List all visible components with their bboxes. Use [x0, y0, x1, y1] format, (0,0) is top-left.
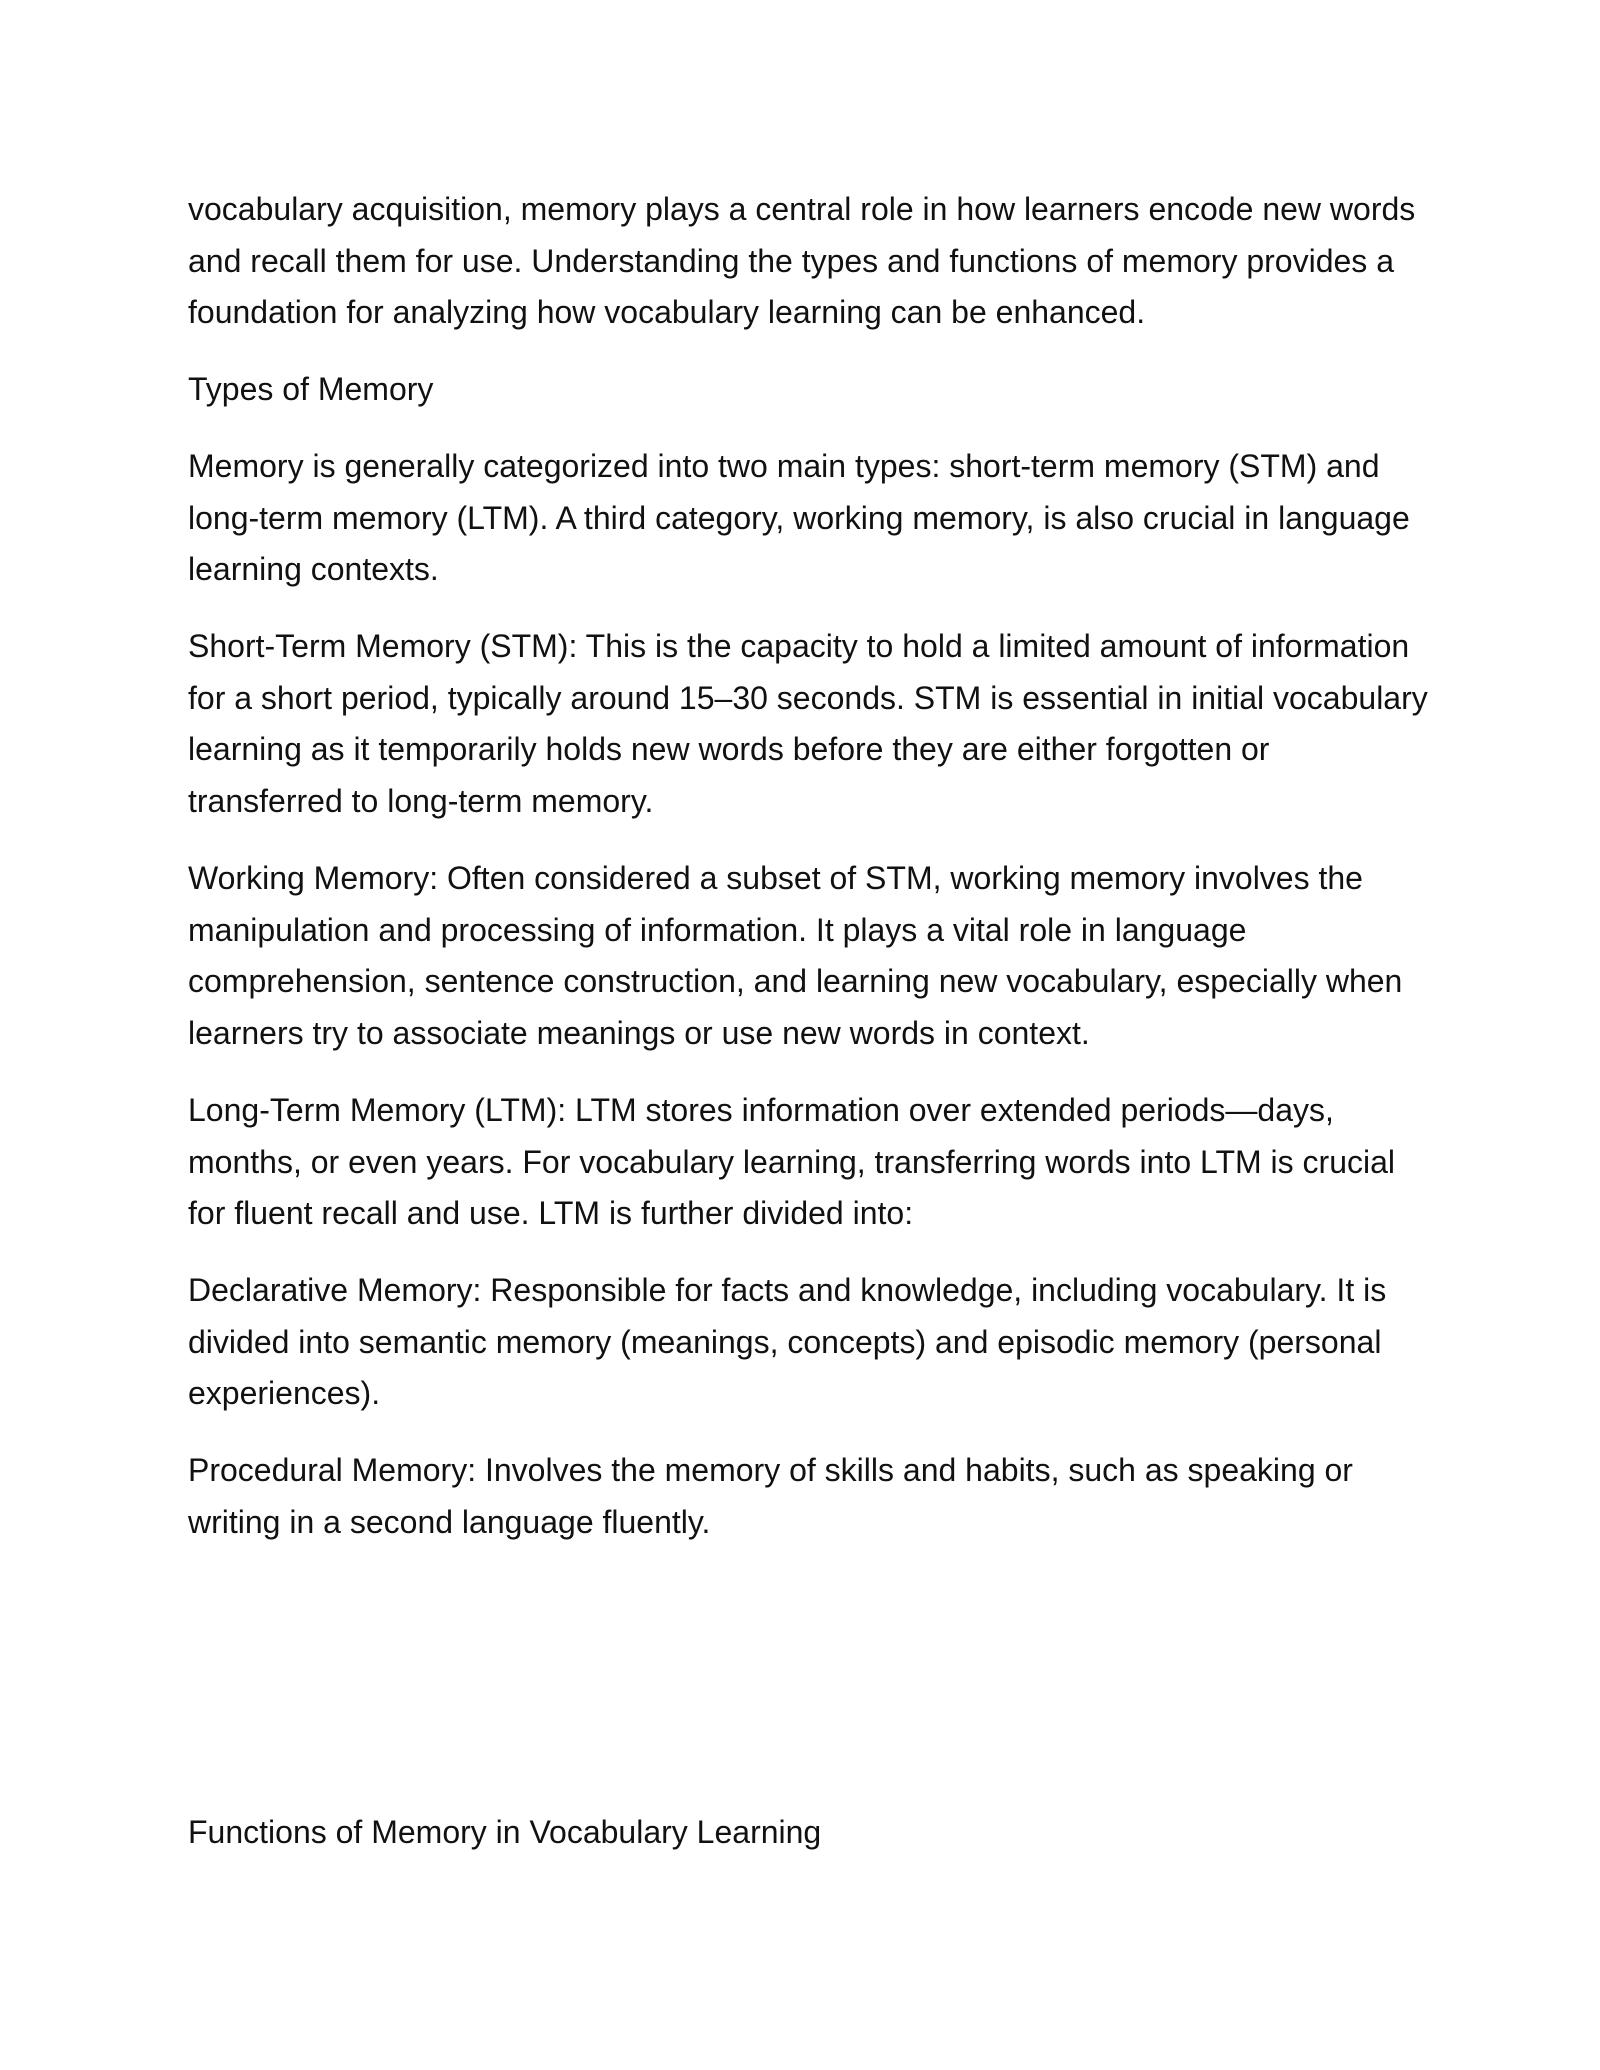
- paragraph-long-term-memory: Long-Term Memory (LTM): LTM stores information over extended periods—days, months, or even years. For vocabulary learning, transferring words into LTM is crucial for fluent recall and use. LTM is further divided into:: [188, 1092, 1395, 1232]
- paragraph-memory-categories: Memory is generally categorized into two main types: short-term memory (STM) and long-term memory (LTM). A third category, working memory, is also crucial in language learning contexts.: [188, 448, 1410, 588]
- paragraph-short-term-memory: Short-Term Memory (STM): This is the capacity to hold a limited amount of information for a short period, typically around 15–30 seconds. STM is essential in initial vocabulary learning as it temporarily holds new words before they are either forgotten or transferred to long-term memory.: [188, 628, 1428, 819]
- section-heading-functions-of-memory: Functions of Memory in Vocabulary Learning: [188, 1814, 822, 1850]
- paragraph-intro: vocabulary acquisition, memory plays a central role in how learners encode new words and recall them for use. Understanding the types and functions of memory provides a foundation for analyzing how vocabulary learning can be enhanced.: [188, 191, 1416, 331]
- paragraph-declarative-memory: Declarative Memory: Responsible for facts and knowledge, including vocabulary. It is divided into semantic memory (meanings, concepts) and episodic memory (personal experiences).: [188, 1272, 1387, 1412]
- section-heading-types-of-memory: Types of Memory: [188, 371, 434, 407]
- paragraph-procedural-memory: Procedural Memory: Involves the memory of skills and habits, such as speaking or writing in a second language fluently.: [188, 1452, 1353, 1540]
- paragraph-working-memory: Working Memory: Often considered a subset of STM, working memory involves the manipulation and processing of information. It plays a vital role in language comprehension, sentence construction, and learning new vocabulary, especially when learners try to associate meanings or use new words in context.: [188, 860, 1403, 1051]
